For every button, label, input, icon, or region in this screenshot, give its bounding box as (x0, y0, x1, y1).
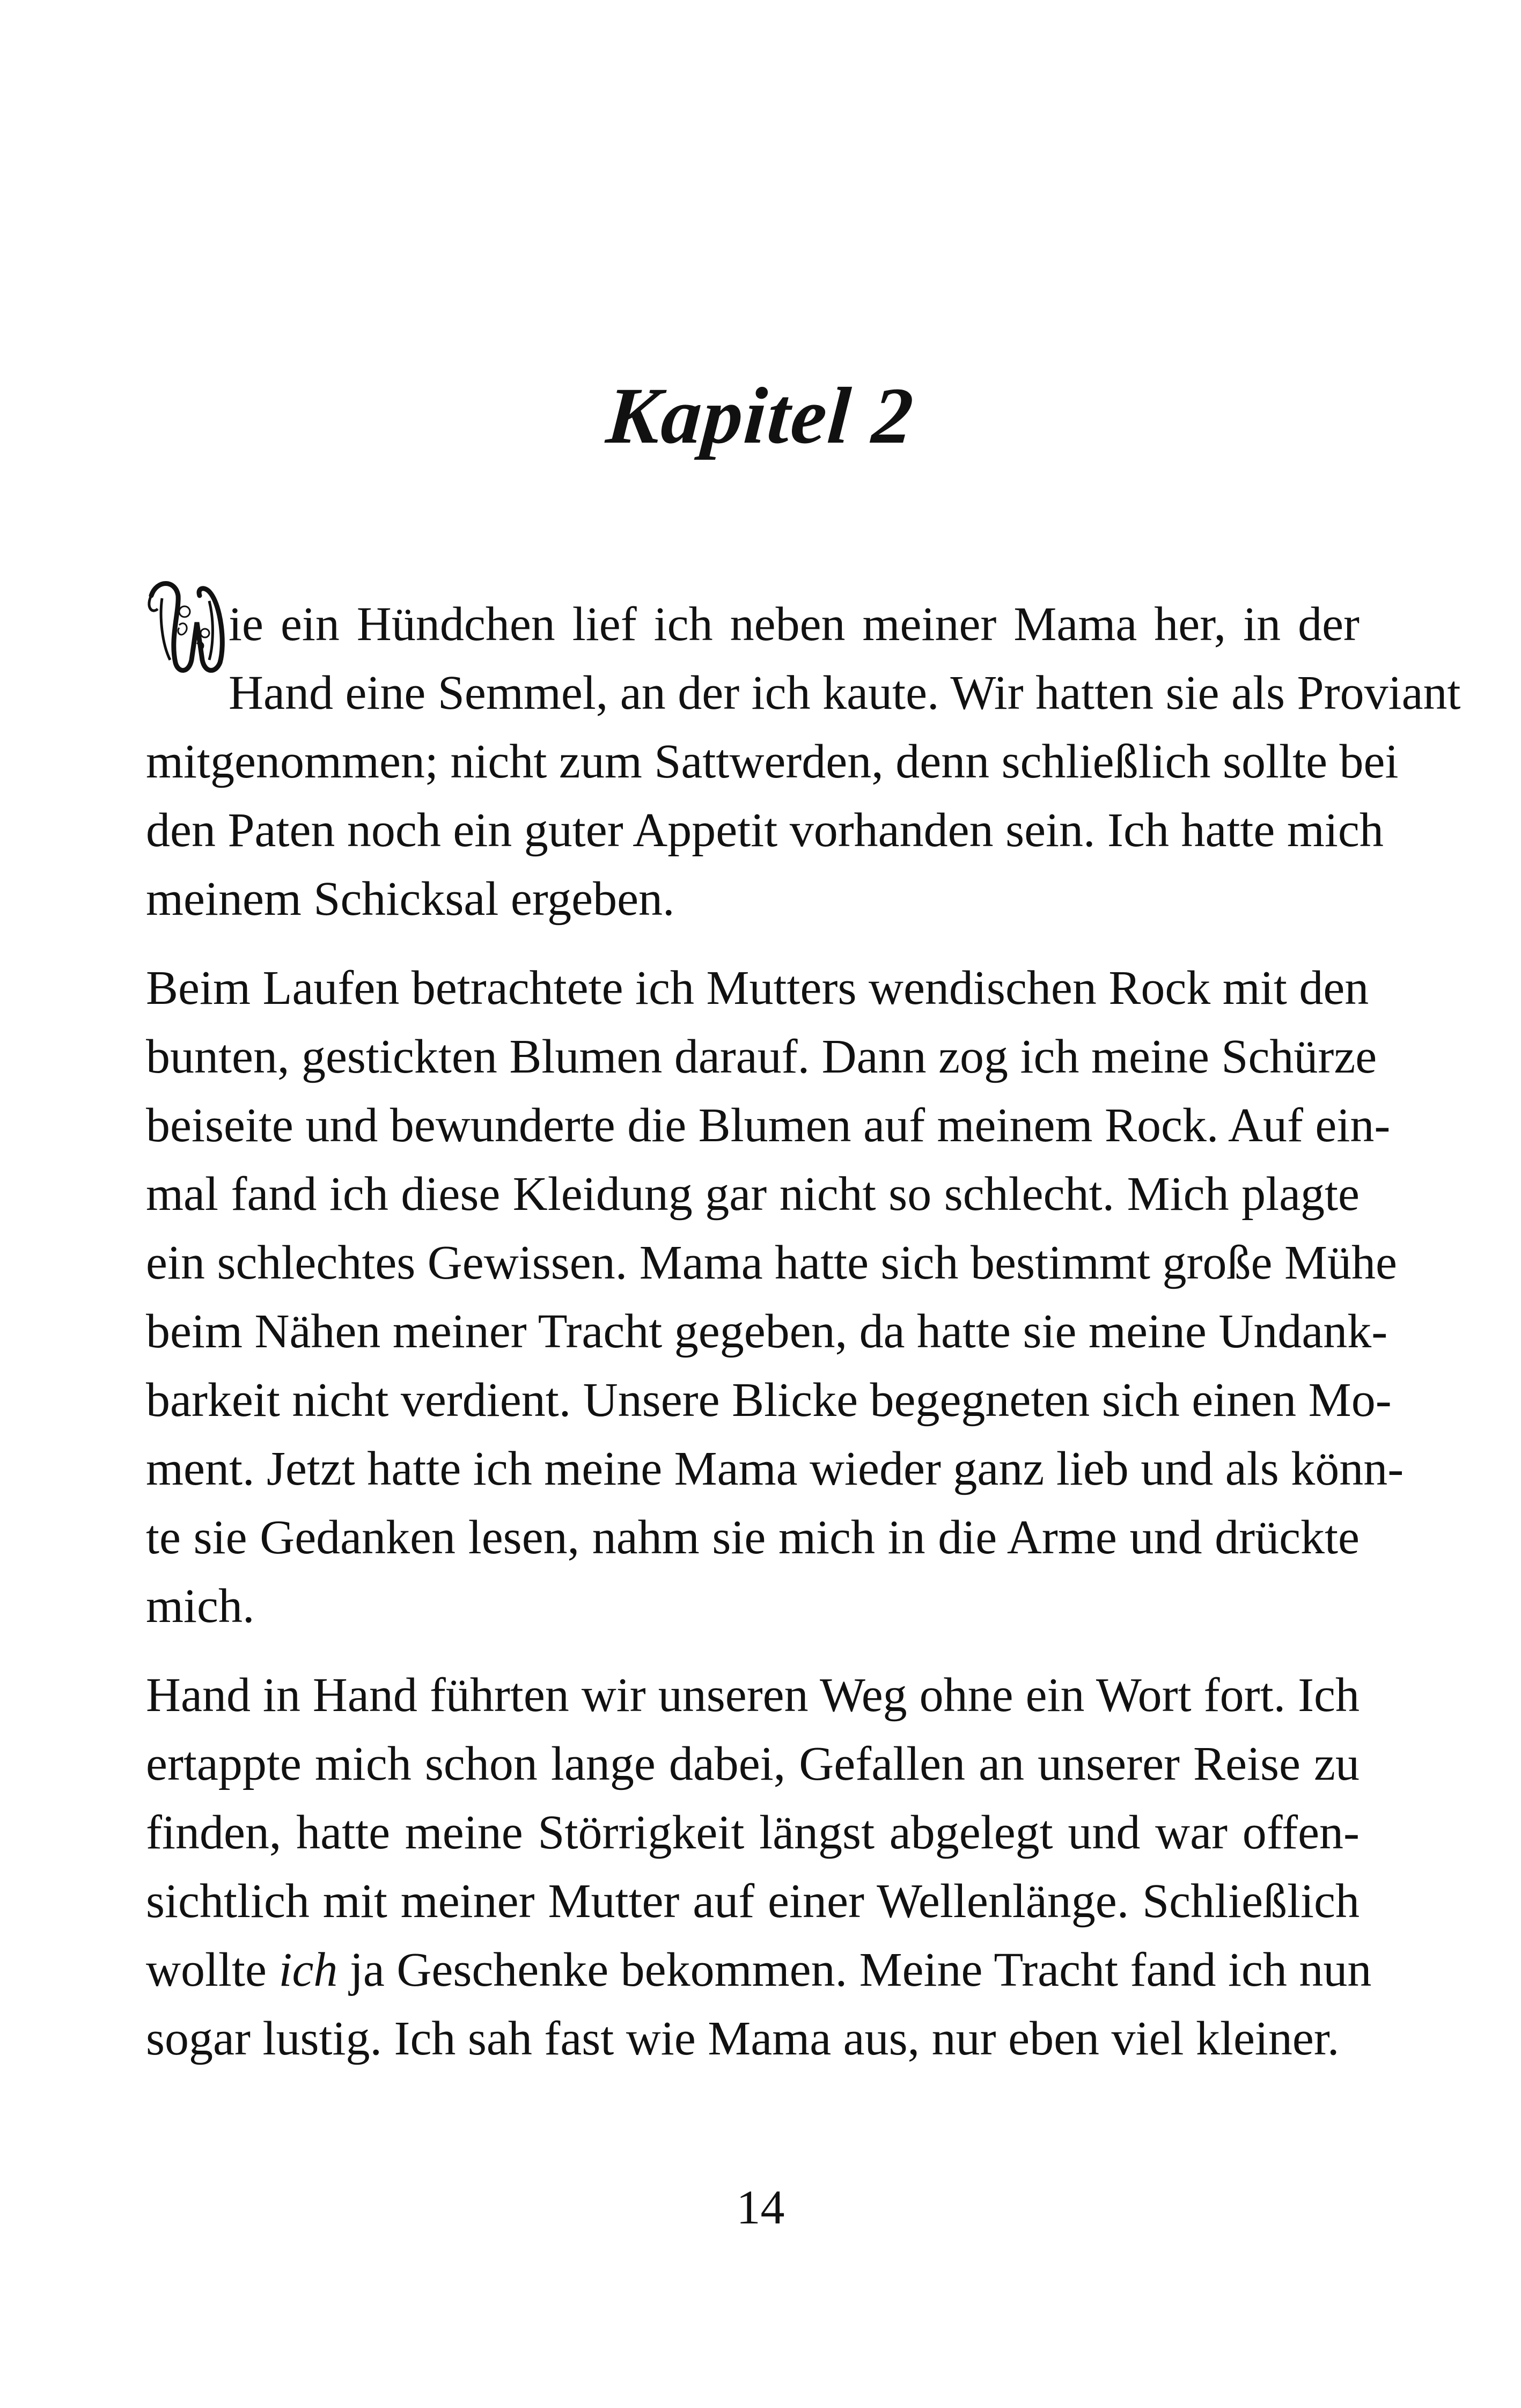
text-line: den Paten noch ein guter Appetit vorhanden sein. Ich hatte mich (146, 804, 1384, 857)
text-line: mich. (146, 1580, 255, 1633)
text-line: ertappte mich schon lange dabei, Gefallen an unserer Reise zu (146, 1737, 1360, 1790)
body-text (146, 574, 1461, 2094)
paragraph-3 (146, 1661, 1372, 2073)
text-line: mitgenommen; nicht zum Sattwerden, denn schließlich sollte bei (146, 735, 1399, 788)
emphasized-word: ich (278, 1943, 338, 1996)
text-line: finden, hatte meine Störrigkeit längst abgelegt und war offen- (146, 1806, 1360, 1859)
paragraph-1 (146, 574, 1461, 934)
text-line: barkeit nicht verdient. Unsere Blicke begegneten sich einen Mo- (146, 1374, 1392, 1427)
text-line: Hand in Hand führten wir unseren Weg ohne ein Wort fort. Ich (146, 1669, 1360, 1722)
dropcap-letter (146, 569, 236, 676)
text-line: Beim Laufen betrachtete ich Mutters wendischen Rock mit den (146, 961, 1369, 1015)
text-line: sogar lustig. Ich sah fast wie Mama aus, nur eben viel kleiner. (146, 2012, 1340, 2065)
text-line: ein schlechtes Gewissen. Mama hatte sich bestimmt große Mühe (146, 1236, 1397, 1289)
text-line: meinem Schicksal ergeben. (146, 872, 675, 926)
text-line-with-emphasis (146, 1936, 1372, 2005)
paragraph-2 (146, 954, 1404, 1641)
text-line: beiseite und bewunderte die Blumen auf meinem Rock. Auf ein- (146, 1099, 1391, 1152)
text-line: te sie Gedanken lesen, nahm sie mich in die Arme und drückte (146, 1511, 1360, 1564)
text-line: bunten, gestickten Blumen darauf. Dann zog ich meine Schürze (146, 1030, 1377, 1083)
text-segment: ja Geschenke bekommen. Meine Tracht fand ich nun (349, 1943, 1372, 1996)
text-segment: wollte (146, 1943, 267, 1996)
text-line: ment. Jetzt hatte ich meine Mama wieder ganz lieb und als könn- (146, 1442, 1404, 1495)
chapter-title (0, 371, 1521, 460)
page-number: 14 (736, 2181, 785, 2234)
text-line: sichtlich mit meiner Mutter auf einer Wellenlänge. Schließlich (146, 1875, 1360, 1928)
text-line: mal fand ich diese Kleidung gar nicht so schlecht. Mich plagte (146, 1168, 1360, 1221)
text-line: Hand eine Semmel, an der ich kaute. Wir hatten sie als Proviant (229, 666, 1461, 720)
chapter-title-text: Kapitel 2 (604, 371, 917, 460)
ornamental-dropcap-w (146, 574, 226, 681)
text-line: ie ein Hündchen lief ich neben meiner Mama her, in der (229, 598, 1360, 651)
text-line: beim Nähen meiner Tracht gegeben, da hatte sie meine Undank- (146, 1305, 1388, 1358)
